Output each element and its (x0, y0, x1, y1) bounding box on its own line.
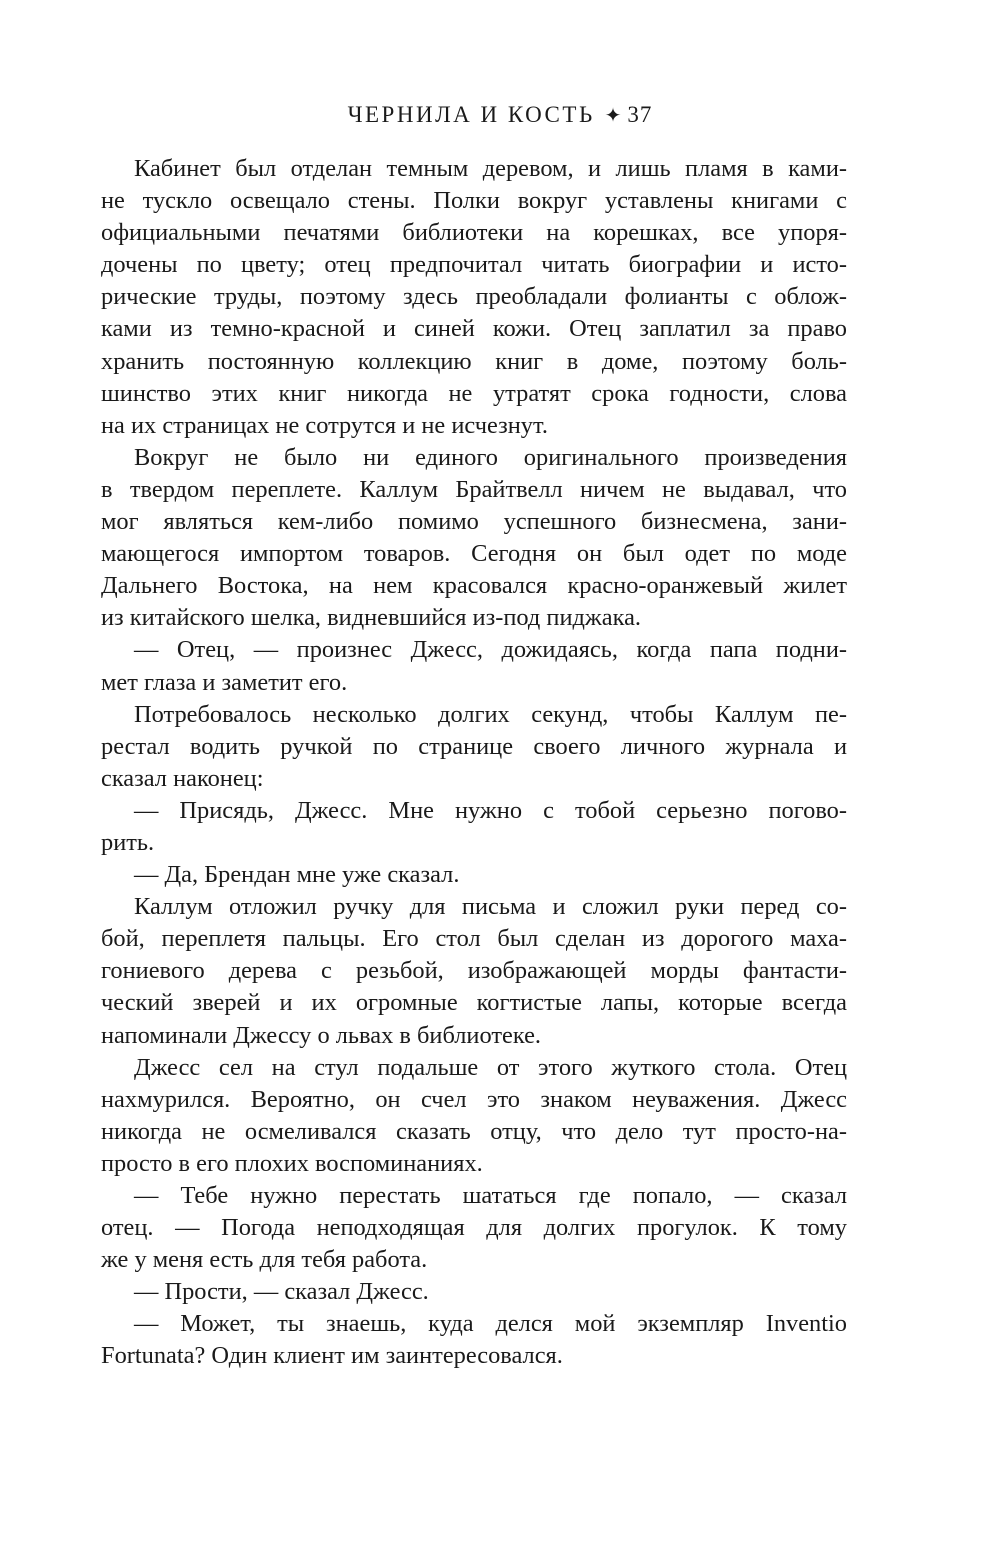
text-line: сказал наконец: (101, 764, 264, 792)
text-line: Кабинет был отделан темным деревом, и лишь пламя в ками- (134, 155, 847, 182)
text-line: мог являться кем-либо помимо успешного бизнесмена, зани- (101, 508, 847, 536)
text-line: бой, переплетя пальцы. Его стол был сделан из дорогого маха- (101, 925, 847, 953)
body-text (101, 153, 847, 1373)
text-line: на их страницах не сотрутся и не исчезнут. (101, 411, 548, 439)
text-line: Каллум отложил ручку для письма и сложил руки перед со- (134, 893, 847, 921)
text-line: из китайского шелка, видневшийся из-под пиджака. (101, 604, 641, 632)
text-line: рестал водить ручкой по странице своего личного журнала и (101, 732, 847, 760)
text-line: официальными печатями библиотеки на корешках, все упоря- (101, 219, 847, 247)
text-line: рические труды, поэтому здесь преобладали фолианты с облож- (101, 283, 847, 311)
text-line: ческий зверей и их огромные когтистые лапы, которые всегда (101, 989, 847, 1017)
text-line: просто в его плохих воспоминаниях. (101, 1149, 483, 1177)
text-line: Джесс сел на стул подальше от этого жуткого стола. Отец (134, 1053, 847, 1081)
text-line: — Может, ты знаешь, куда делся мой экземпляр Inventio (134, 1310, 847, 1338)
text-line: никогда не осмеливался сказать отцу, что дело тут просто-на- (101, 1117, 847, 1145)
text-line: же у меня есть для тебя работа. (101, 1246, 428, 1274)
text-line: дочены по цвету; отец предпочитал читать биографии и исто- (101, 251, 847, 279)
text-line: отец. — Погода неподходящая для долгих прогулок. К тому (101, 1214, 847, 1242)
text-line: хранить постоянную коллекцию книг в доме, поэтому боль- (101, 347, 847, 375)
text-line: шинство этих книг никогда не утратят срока годности, слова (101, 379, 847, 407)
text-line: рить. (101, 828, 155, 856)
star-ornament-icon: ✦ (604, 105, 622, 127)
text-line: Вокруг не было ни единого оригинального произведения (134, 443, 847, 471)
text-line: Потребовалось несколько долгих секунд, чтобы Каллум пе- (134, 700, 847, 728)
text-line: — Присядь, Джесс. Мне нужно с тобой серьезно погово- (134, 796, 847, 824)
text-line: — Да, Брендан мне уже сказал. (134, 861, 460, 889)
running-header (0, 100, 1000, 131)
text-line: мет глаза и заметит его. (101, 668, 348, 696)
text-line: мающегося импортом товаров. Сегодня он был одет по моде (101, 540, 847, 568)
text-line: гониевого дерева с резьбой, изображающей морды фантасти- (101, 957, 847, 985)
text-line: Fortunata? Один клиент им заинтересовался. (101, 1342, 563, 1370)
book-title: ЧЕРНИЛА И КОСТЬ (347, 102, 595, 127)
text-line: ками из темно-красной и синей кожи. Отец заплатил за право (101, 315, 847, 343)
text-line: напоминали Джессу о львах в библиотеке. (101, 1021, 541, 1049)
text-line: нахмурился. Вероятно, он счел это знаком неуважения. Джесс (101, 1085, 847, 1113)
text-line: в твердом переплете. Каллум Брайтвелл ничем не выдавал, что (101, 475, 847, 503)
text-line: — Тебе нужно перестать шататься где попало, — сказал (134, 1182, 847, 1209)
text-line: — Отец, — произнес Джесс, дожидаясь, когда папа подни- (134, 636, 847, 664)
page-number: 37 (627, 102, 653, 127)
text-line: не тускло освещало стены. Полки вокруг уставлены книгами с (101, 187, 847, 215)
text-line: Дальнего Востока, на нем красовался красно-оранжевый жилет (101, 572, 847, 600)
text-line: — Прости, — сказал Джесс. (134, 1278, 429, 1306)
